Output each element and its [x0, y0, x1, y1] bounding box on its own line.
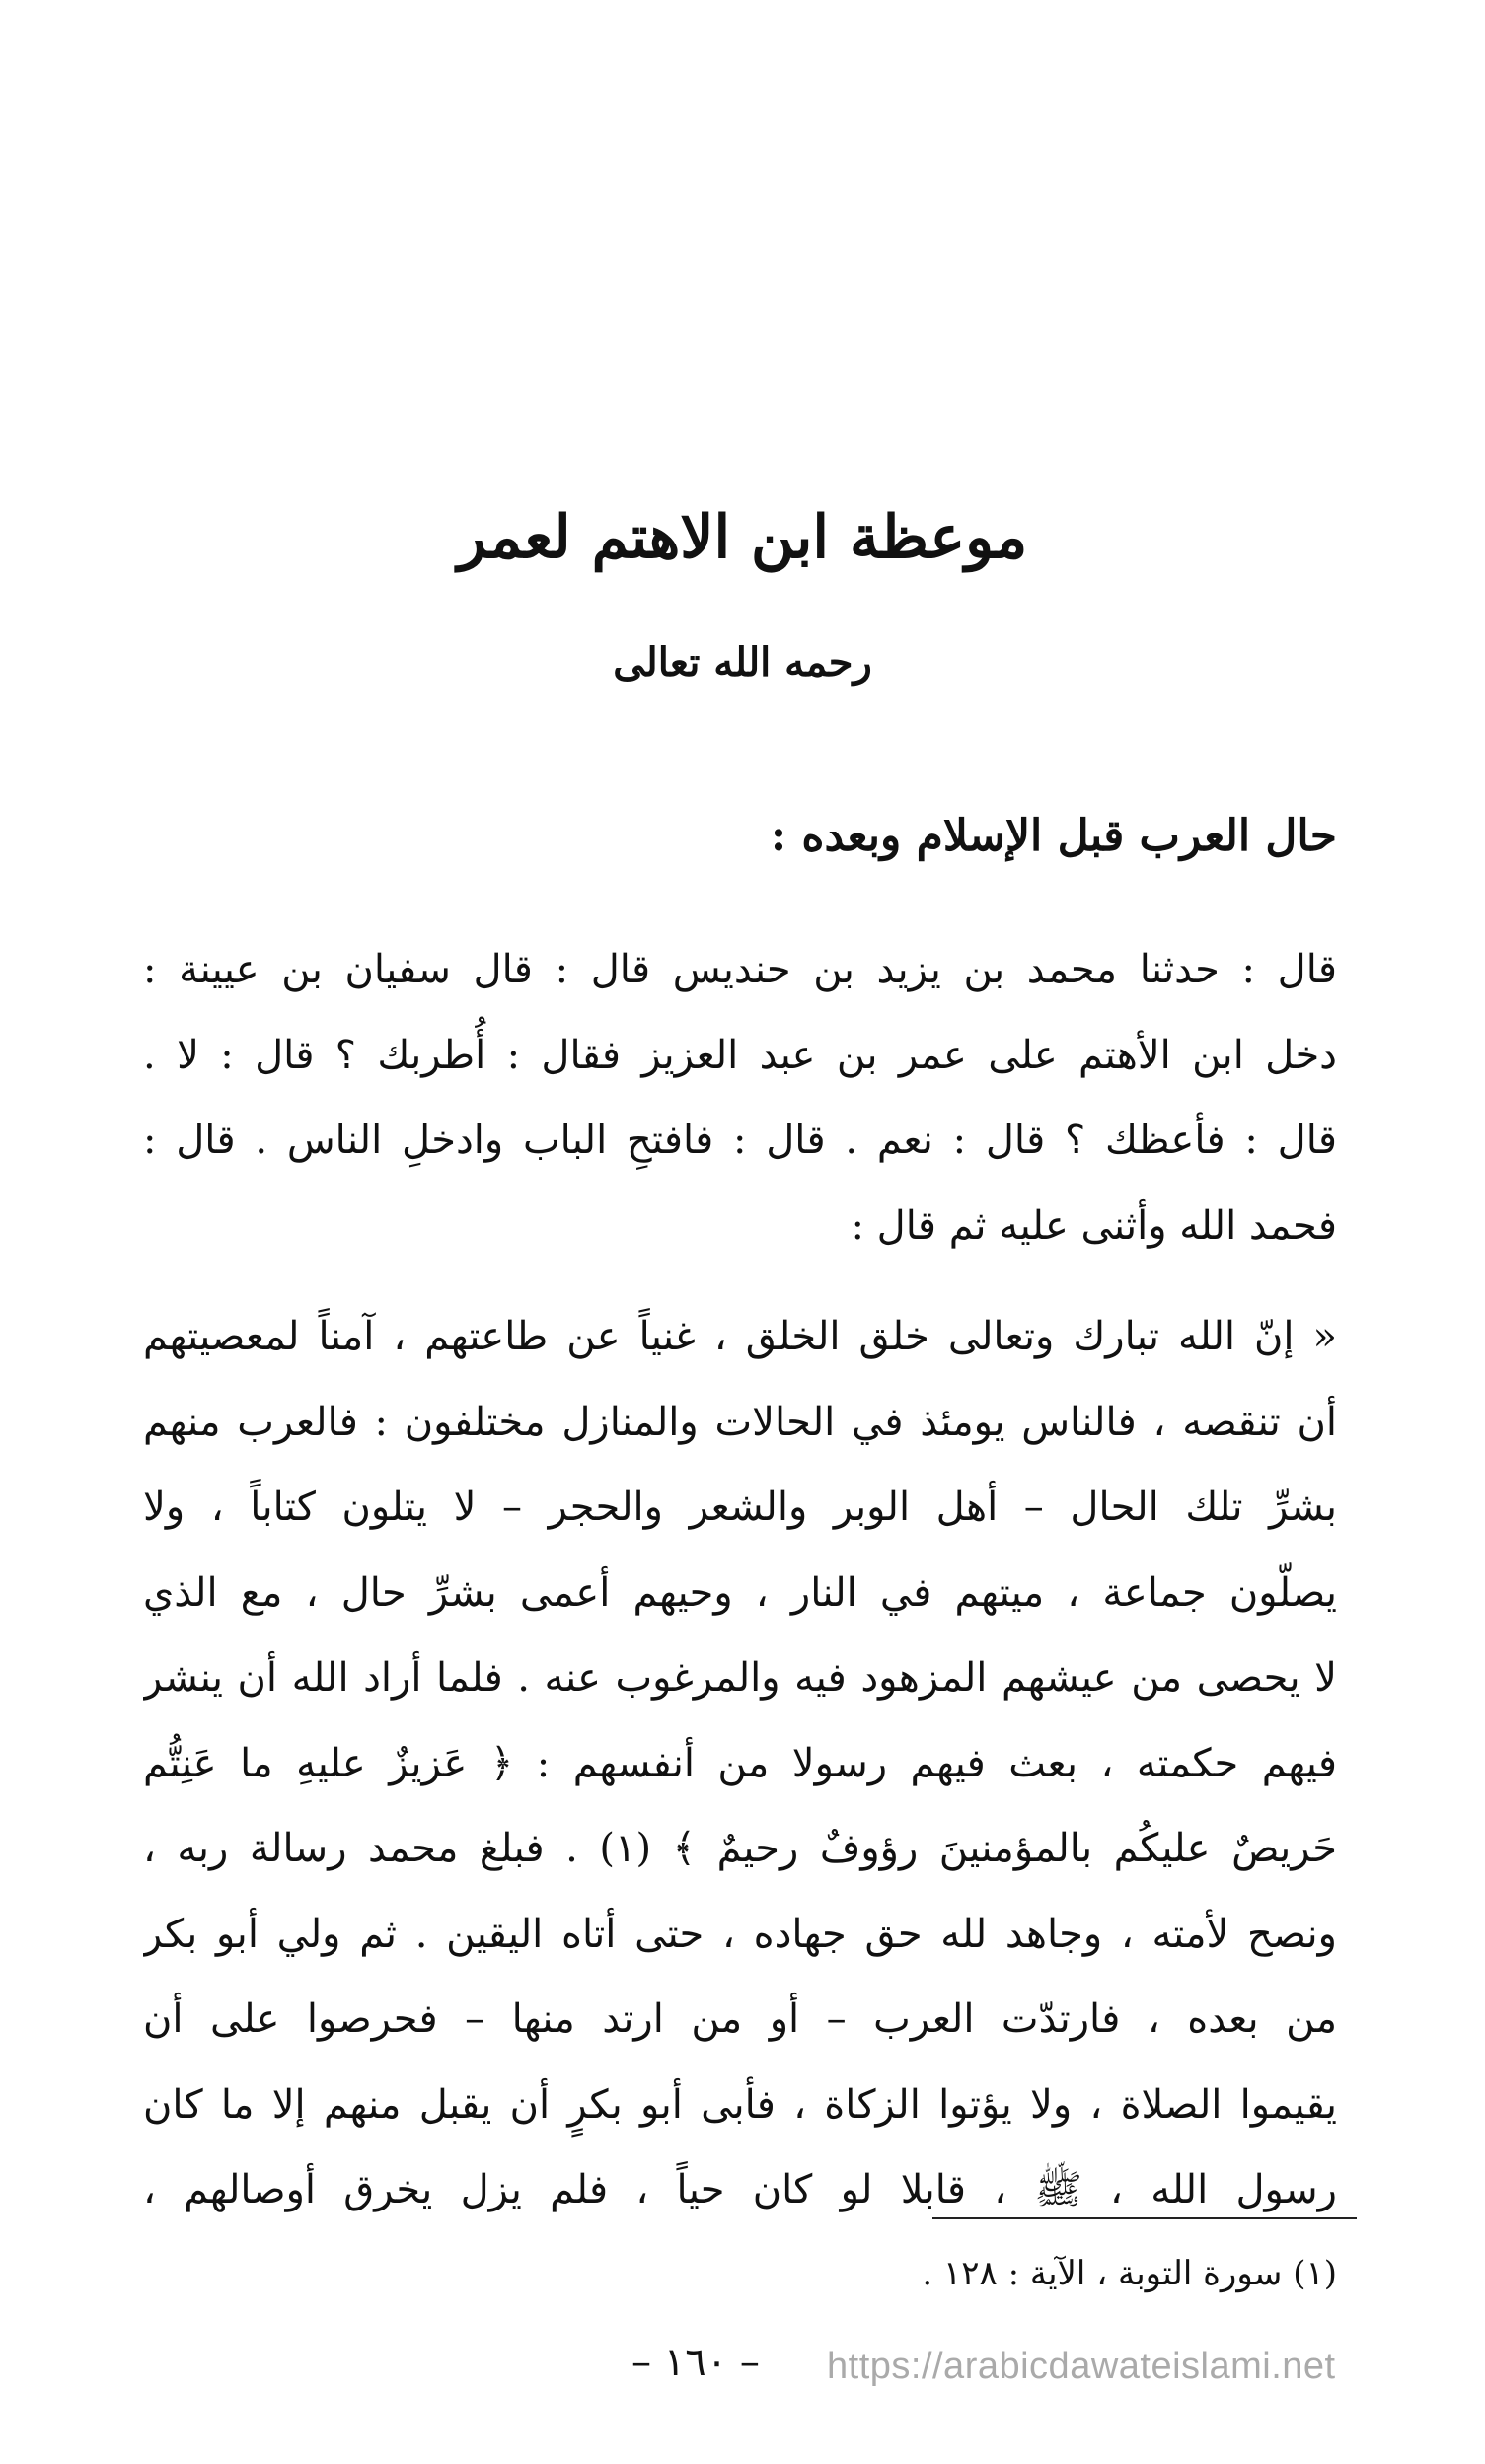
- text-line: رسول الله ، ﷺ ، قابلا لو كان حياً ، فلم يزل يخرق أوصالهم ،: [143, 2167, 1337, 2212]
- text-line: دخل ابن الأهتم على عمر بن عبد العزيز فقال : أُطربك ؟ قال : لا .: [143, 1032, 1337, 1078]
- text-line: لا يحصى من عيشهم المزهود فيه والمرغوب عنه . فلما أراد الله أن ينشر: [143, 1655, 1337, 1701]
- text-line: حَريصٌ عليكُم بالمؤمنينَ رؤوفٌ رحيمٌ ﴾ (١) . فبلغ محمد رسالة ربه ،: [143, 1826, 1337, 1871]
- page-subtitle: رحمه الله تعالى: [613, 639, 872, 686]
- paragraph-sermon: [143, 1294, 1337, 2233]
- paragraph-intro: [143, 927, 1337, 1268]
- watermark-url: https://arabicdawateislami.net: [827, 2346, 1336, 2387]
- text-line: قال : حدثنا محمد بن يزيد بن حنديس قال : قال سفيان بن عيينة :: [143, 947, 1337, 992]
- text-line: يصلّون جماعة ، ميتهم في النار ، وحيهم أعمى بشرِّ حال ، مع الذي: [143, 1569, 1337, 1616]
- footnote-divider: [932, 2217, 1357, 2219]
- text-line: « إنّ الله تبارك وتعالى خلق الخلق ، غنياً عن طاعتهم ، آمناً لمعصيتهم: [143, 1314, 1337, 1359]
- text-line: بشرِّ تلك الحال – أهل الوبر والشعر والحجر – لا يتلون كتاباً ، ولا: [143, 1485, 1337, 1530]
- text-line: قال : فأعظك ؟ قال : نعم . قال : فافتحِ الباب وادخلِ الناس . قال :: [143, 1118, 1337, 1163]
- text-line: فحمد الله وأثنى عليه ثم قال :: [851, 1202, 1337, 1249]
- footnote: (١) سورة التوبة ، الآية : ١٢٨ .: [922, 2254, 1337, 2293]
- text-line: فيهم حكمته ، بعث فيهم رسولا من أنفسهم : ﴿ عَزيزٌ عليهِ ما عَنِتُّم: [143, 1740, 1337, 1786]
- text-line: يقيموا الصلاة ، ولا يؤتوا الزكاة ، فأبى أبو بكرٍ أن يقبل منهم إلا ما كان: [143, 2081, 1337, 2128]
- text-line: من بعده ، فارتدّت العرب – أو من ارتد منها – فحرصوا على أن: [143, 1996, 1337, 2042]
- text-line: أن تنقصه ، فالناس يومئذ في الحالات والمنازل مختلفون : فالعرب منهم: [143, 1399, 1337, 1445]
- page-title: موعظة ابن الاهتم لعمر: [457, 503, 1028, 572]
- page-number: – ١٦٠ –: [631, 2340, 760, 2385]
- text-line: ونصح لأمته ، وجاهد لله حق جهاده ، حتى أتاه اليقين . ثم ولي أبو بكر: [143, 1911, 1337, 1957]
- section-heading: حال العرب قبل الإسلام وبعده :: [770, 811, 1337, 861]
